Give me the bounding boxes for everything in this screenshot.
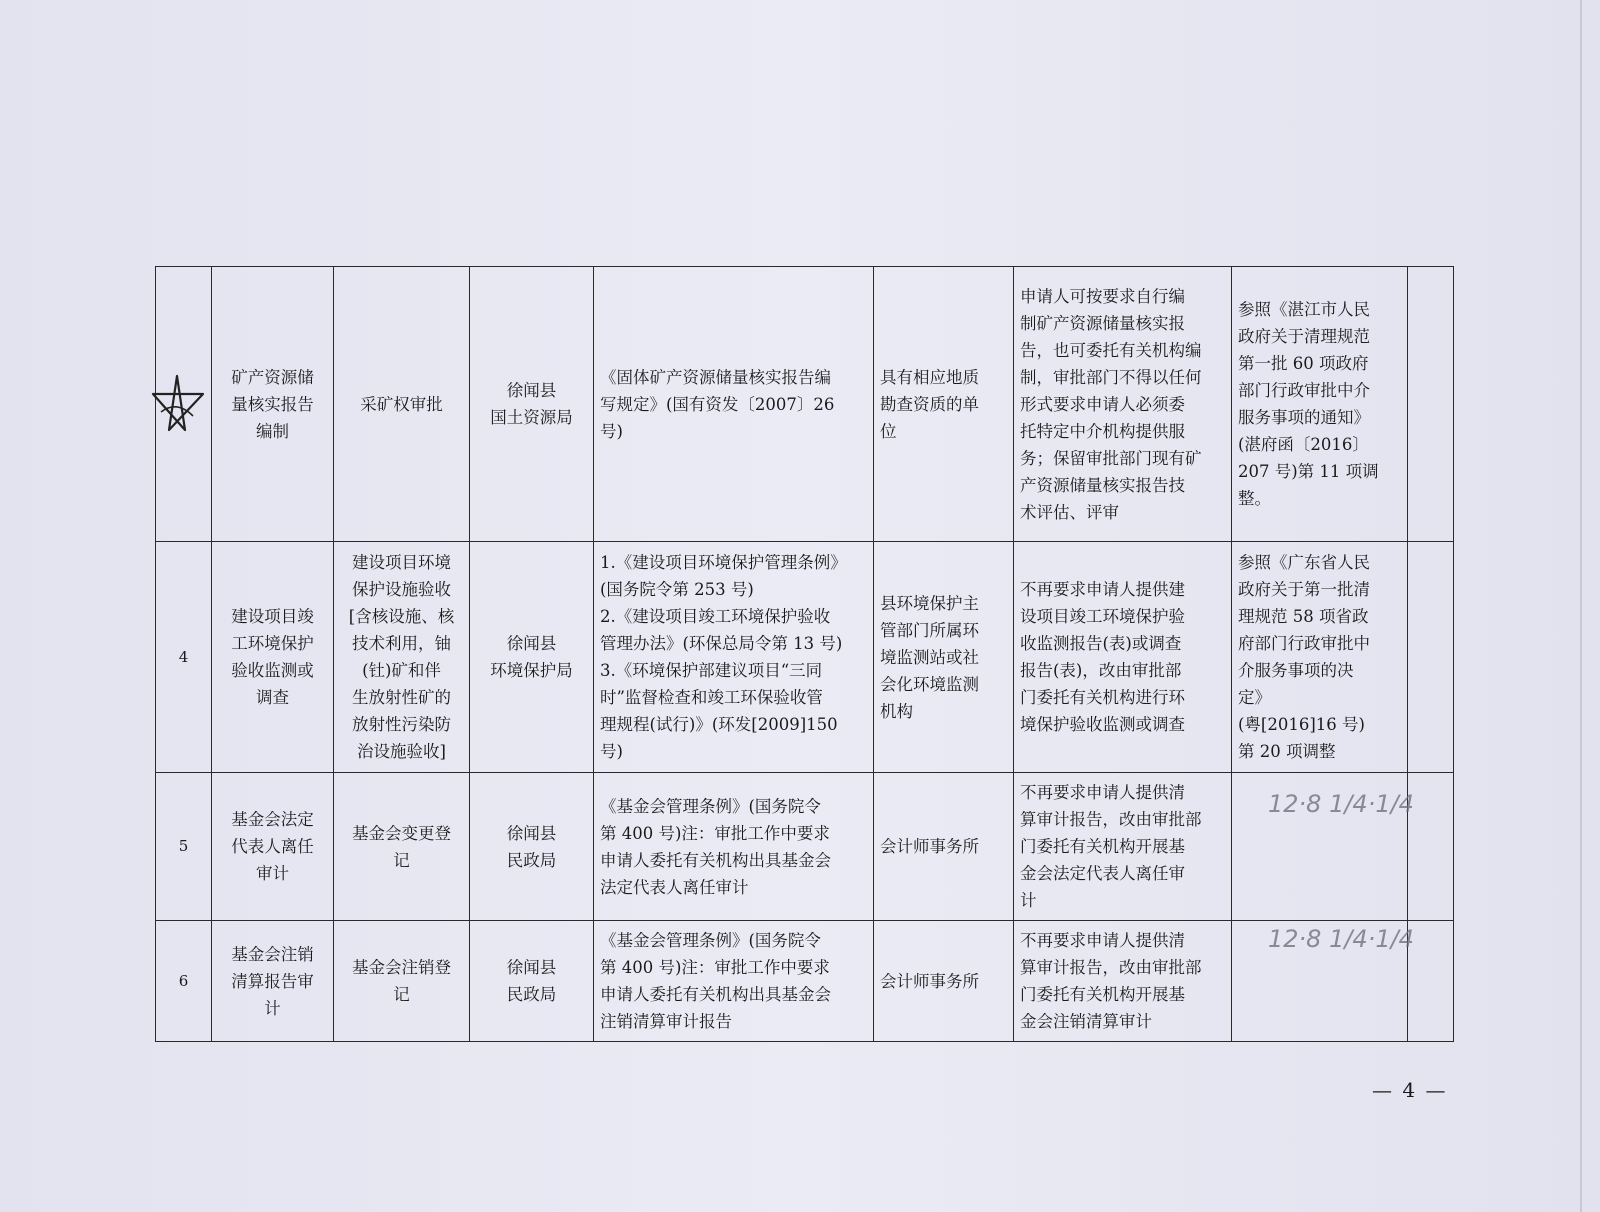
cell-legal-basis-line: 时”监督检查和竣工环保验收管	[600, 688, 823, 707]
cell-department-line: 徐闻县	[506, 958, 557, 977]
cell-service-provider-line: 县环境保护主	[880, 593, 979, 613]
cell-approval-item-line: [含核设施、核	[348, 607, 455, 626]
cell-handling-line: 算审计报告，改由审批部	[1020, 810, 1202, 829]
cell-department-line: 徐闻县	[506, 634, 557, 653]
cell-blank	[1408, 921, 1454, 1042]
cell-service-item-line: 调查	[256, 688, 289, 707]
cell-remarks-line: 部门行政审批中介	[1238, 381, 1370, 400]
cell-department-line: 徐闻县	[506, 823, 557, 843]
cell-blank	[1408, 773, 1454, 921]
handwritten-mark-1: 12·8 1/4·1/4	[1268, 790, 1414, 818]
cell-handling	[1014, 773, 1232, 921]
cell-department-line: 环境保护局	[490, 661, 573, 680]
cell-legal-basis-line: 第 400 号)注：审批工作中要求	[600, 958, 830, 977]
cell-remarks-line: 第 20 项调整	[1238, 742, 1336, 761]
cell-handling-line: 设项目竣工环境保护验	[1020, 607, 1185, 626]
cell-legal-basis-line: 注销清算审计报告	[600, 1012, 732, 1031]
cell-service-item	[212, 267, 334, 542]
cell-remarks-line: 参照《广东省人民	[1238, 553, 1370, 572]
cell-approval-item-line: 治设施验收]	[357, 742, 446, 761]
cell-department	[470, 542, 594, 773]
cell-approval-item-line: 采矿权审批	[360, 394, 443, 414]
cell-legal-basis-line: (国务院令第 253 号)	[600, 580, 754, 599]
cell-handling-line: 金会法定代表人离任审	[1020, 864, 1185, 883]
cell-remarks-line: 政府关于第一批清	[1238, 580, 1370, 599]
cell-remarks-line: 理规范 58 项省政	[1238, 607, 1369, 626]
cell-department	[470, 921, 594, 1042]
cell-legal-basis-line: 号)	[600, 742, 623, 761]
cell-legal-basis-line: 《基金会管理条例》(国务院令	[600, 796, 821, 816]
cell-service-item-line: 基金会注销	[231, 944, 314, 964]
cell-handling-line: 门委托有关机构进行环	[1020, 688, 1185, 707]
cell-department-line: 国土资源局	[490, 408, 573, 427]
cell-approval-item-line: 建设项目环境	[352, 553, 451, 572]
cell-remarks-line: 整。	[1238, 489, 1271, 508]
cell-service-provider	[874, 921, 1014, 1042]
cell-handling-line: 报告(表)，改由审批部	[1020, 661, 1182, 680]
cell-service-item-line: 工环境保护	[231, 634, 314, 653]
cell-handling-line: 不再要求申请人提供清	[1020, 931, 1185, 950]
cell-handling-line: 形式要求申请人必须委	[1020, 394, 1185, 414]
cell-approval-item-line: 保护设施验收	[352, 580, 451, 599]
cell-remarks-line: 定》	[1238, 688, 1271, 707]
cell-service-provider	[874, 267, 1014, 542]
cell-approval-item	[334, 542, 470, 773]
cell-approval-item	[334, 267, 470, 542]
cell-handling-line: 门委托有关机构开展基	[1020, 985, 1185, 1004]
cell-legal-basis-line: 申请人委托有关机构出具基金会	[600, 985, 831, 1004]
cell-department-line: 民政局	[506, 985, 557, 1004]
cell-blank	[1408, 542, 1454, 773]
cell-approval-item-line: 记	[393, 850, 410, 870]
cell-legal-basis	[594, 921, 874, 1042]
cell-approval-item-line: 生放射性矿的	[352, 688, 451, 707]
cell-service-item-line: 代表人离任	[231, 837, 314, 856]
cell-remarks-line: 参照《湛江市人民	[1238, 300, 1370, 319]
cell-approval-item-line: (钍)矿和伴	[362, 661, 441, 680]
cell-service-provider-line: 会计师事务所	[880, 837, 979, 856]
cell-legal-basis	[594, 542, 874, 773]
cell-handling-line: 制矿产资源储量核实报	[1020, 313, 1185, 333]
cell-department	[470, 773, 594, 921]
cell-service-provider-line: 具有相应地质	[880, 367, 979, 387]
cell-service-item-line: 编制	[256, 421, 289, 441]
handwritten-mark-2: 12·8 1/4·1/4	[1268, 925, 1414, 953]
cell-department	[470, 267, 594, 542]
cell-legal-basis-line: 号)	[600, 421, 623, 441]
cell-handling-line: 金会注销清算审计	[1020, 1012, 1152, 1031]
cell-legal-basis-line: 《固体矿产资源储量核实报告编	[600, 367, 831, 387]
cell-service-provider-line: 勘查资质的单	[880, 394, 979, 414]
cell-service-item-line: 计	[264, 998, 281, 1018]
cell-service-item-line: 基金会法定	[231, 810, 314, 829]
cell-legal-basis-line: 1.《建设项目环境保护管理条例》	[600, 553, 847, 572]
cell-service-item-line: 审计	[256, 864, 289, 883]
cell-approval-item-line: 基金会注销登	[352, 958, 451, 977]
cell-service-item-line: 建设项目竣	[231, 607, 314, 626]
cell-remarks-line: 介服务事项的决	[1238, 661, 1354, 680]
cell-service-item-line: 验收监测或	[231, 661, 314, 680]
cell-service-provider	[874, 542, 1014, 773]
cell-service-item	[212, 921, 334, 1042]
cell-remarks	[1232, 542, 1408, 773]
cell-service-item-line: 矿产资源储	[231, 367, 314, 387]
table-row	[156, 773, 1454, 921]
cell-handling	[1014, 267, 1232, 542]
cell-handling-line: 境保护验收监测或调查	[1020, 715, 1185, 734]
cell-approval-item-line: 记	[393, 985, 410, 1004]
cell-legal-basis-line: 2.《建设项目竣工环境保护验收	[600, 607, 831, 626]
table-body	[156, 267, 1454, 1042]
cell-approval-item-line: 技术利用，铀	[352, 634, 451, 653]
cell-legal-basis-line: 《基金会管理条例》(国务院令	[600, 931, 821, 950]
cell-service-item-line: 清算报告审	[231, 971, 314, 991]
cell-service-provider-line: 管部门所属环	[880, 620, 979, 640]
cell-blank	[1408, 267, 1454, 542]
cell-seq: 6	[156, 921, 212, 1042]
cell-approval-item	[334, 773, 470, 921]
cell-department-line: 民政局	[506, 850, 557, 870]
cell-legal-basis	[594, 773, 874, 921]
star-mark-icon	[147, 372, 207, 436]
cell-approval-item	[334, 921, 470, 1042]
cell-handling-line: 计	[1020, 891, 1037, 910]
cell-handling-line: 收监测报告(表)或调查	[1020, 634, 1182, 653]
cell-legal-basis-line: 管理办法》(环保总局令第 13 号)	[600, 634, 843, 653]
cell-service-provider	[874, 773, 1014, 921]
cell-legal-basis-line: 3.《环境保护部建议项目“三同	[600, 661, 823, 680]
cell-service-item	[212, 773, 334, 921]
cell-handling-line: 产资源储量核实报告技	[1020, 475, 1185, 495]
cell-service-provider-line: 位	[880, 421, 897, 441]
intermediary-services-table	[155, 266, 1454, 1042]
cell-handling-line: 门委托有关机构开展基	[1020, 837, 1185, 856]
cell-handling-line: 不再要求申请人提供建	[1020, 580, 1185, 599]
cell-handling	[1014, 542, 1232, 773]
cell-service-item	[212, 542, 334, 773]
cell-service-provider-line: 会化环境监测	[880, 674, 979, 694]
cell-seq: 5	[156, 773, 212, 921]
cell-handling-line: 申请人可按要求自行编	[1020, 286, 1185, 306]
table-row	[156, 921, 1454, 1042]
cell-remarks-line: 府部门行政审批中	[1238, 634, 1370, 653]
cell-legal-basis-line: 写规定》(国有资发〔2007〕26	[600, 394, 835, 414]
cell-handling-line: 制，审批部门不得以任何	[1020, 367, 1202, 387]
cell-legal-basis-line: 第 400 号)注：审批工作中要求	[600, 823, 830, 843]
cell-remarks-line: 服务事项的通知》	[1238, 408, 1370, 427]
page-edge	[1580, 0, 1582, 1212]
cell-remarks-line: 207 号)第 11 项调	[1238, 462, 1379, 481]
cell-legal-basis-line: 申请人委托有关机构出具基金会	[600, 850, 831, 870]
cell-handling-line: 算审计报告，改由审批部	[1020, 958, 1202, 977]
cell-approval-item-line: 放射性污染防	[352, 715, 451, 734]
cell-approval-item-line: 基金会变更登	[352, 823, 451, 843]
cell-handling-line: 术评估、评审	[1020, 502, 1119, 522]
cell-legal-basis	[594, 267, 874, 542]
cell-legal-basis-line: 理规程(试行)》(环发[2009]150	[600, 715, 838, 734]
page-number: — 4 —	[1372, 1078, 1448, 1102]
cell-remarks-line: (粤[2016]16 号)	[1238, 715, 1365, 734]
cell-handling-line: 告，也可委托有关机构编	[1020, 340, 1202, 360]
cell-legal-basis-line: 法定代表人离任审计	[600, 877, 749, 897]
cell-service-provider-line: 会计师事务所	[880, 971, 979, 991]
cell-service-provider-line: 境监测站或社	[880, 647, 979, 667]
table-row	[156, 542, 1454, 773]
table-row	[156, 267, 1454, 542]
cell-remarks-line: 政府关于清理规范	[1238, 327, 1370, 346]
cell-seq: 4	[156, 542, 212, 773]
cell-department-line: 徐闻县	[506, 381, 557, 400]
cell-handling-line: 务；保留审批部门现有矿	[1020, 448, 1202, 468]
cell-remarks-line: (湛府函〔2016〕	[1238, 435, 1369, 454]
cell-service-item-line: 量核实报告	[231, 394, 314, 414]
cell-remarks-line: 第一批 60 项政府	[1238, 354, 1369, 373]
cell-service-provider-line: 机构	[880, 701, 913, 721]
cell-handling-line: 托特定中介机构提供服	[1020, 421, 1185, 441]
cell-handling	[1014, 921, 1232, 1042]
cell-remarks	[1232, 267, 1408, 542]
cell-handling-line: 不再要求申请人提供清	[1020, 783, 1185, 802]
